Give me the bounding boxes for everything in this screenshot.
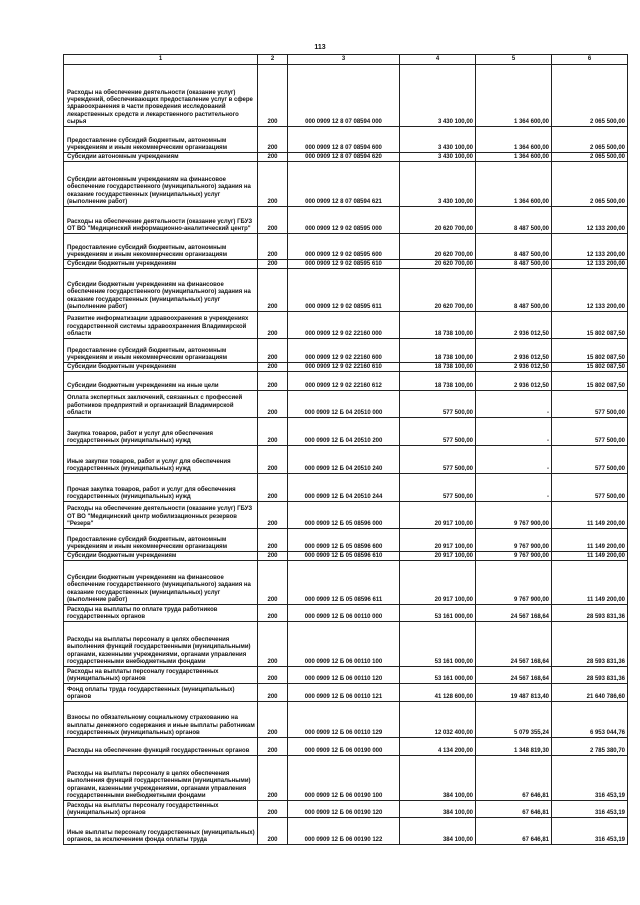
row-amount-approved-cell: 20 917 100,00 — [400, 561, 476, 605]
table-row — [64, 738, 628, 756]
row-name-cell: Субсидии автономным учреждениям — [64, 153, 258, 162]
row-name-cell: Расходы на обеспечение деятельности (оказание услуг) ГБУЗ ОТ ВО "Медицинский центр мобилизационных резервов "Резерв" — [64, 502, 258, 529]
row-name-cell: Иные закупки товаров, работ и услуг для обеспечения государственных (муниципальных) нужд — [64, 446, 258, 474]
row-amount-executed-cell: 1 364 600,00 — [476, 162, 552, 207]
row-amount-approved-cell: 18 738 100,00 — [400, 372, 476, 391]
table-row — [64, 702, 628, 738]
row-kbk-cell: 000 0909 12 Б 05 08596 610 — [288, 552, 400, 561]
table-row — [64, 552, 628, 561]
row-amount-approved-cell: 384 100,00 — [400, 801, 476, 818]
row-amount-executed-cell: 8 487 500,00 — [476, 234, 552, 260]
row-amount-approved-cell: 20 620 700,00 — [400, 234, 476, 260]
row-amount-remaining-cell: 11 149 200,00 — [552, 552, 628, 561]
row-amount-approved-cell: 577 500,00 — [400, 446, 476, 474]
row-amount-remaining-cell: 12 133 200,00 — [552, 260, 628, 269]
row-kbk-cell: 000 0909 12 Б 04 20510 240 — [288, 446, 400, 474]
table-row — [64, 234, 628, 260]
row-kbk-cell: 000 0909 12 8 07 08594 600 — [288, 127, 400, 153]
row-amount-remaining-cell: 12 133 200,00 — [552, 269, 628, 312]
row-amount-executed-cell: - — [476, 418, 552, 446]
row-code-cell: 200 — [258, 529, 288, 552]
table-row — [64, 561, 628, 605]
row-name-cell: Субсидии бюджетным учреждениям — [64, 552, 258, 561]
row-amount-executed-cell: 1 364 600,00 — [476, 127, 552, 153]
row-amount-remaining-cell: 577 500,00 — [552, 391, 628, 418]
row-code-cell: 200 — [258, 162, 288, 207]
row-amount-executed-cell: 8 487 500,00 — [476, 260, 552, 269]
table-row — [64, 372, 628, 391]
row-kbk-cell: 000 0909 12 Б 06 00110 121 — [288, 684, 400, 702]
row-amount-approved-cell: 3 430 100,00 — [400, 127, 476, 153]
row-name-cell: Субсидии бюджетным учреждениям — [64, 363, 258, 372]
row-code-cell: 200 — [258, 207, 288, 234]
row-amount-remaining-cell: 2 065 500,00 — [552, 162, 628, 207]
row-amount-executed-cell: 8 487 500,00 — [476, 207, 552, 234]
row-name-cell: Расходы на выплаты персоналу государственных (муниципальных) органов — [64, 667, 258, 684]
table-row — [64, 269, 628, 312]
row-name-cell: Закупка товаров, работ и услуг для обеспечения государственных (муниципальных) нужд — [64, 418, 258, 446]
row-name-cell: Расходы на обеспечение деятельности (оказание услуг) учреждений, обеспечивающих предоставление услуг в сфере здравоохранения в части проведения исследований лекарственных средств и лекарственного растительного сырья — [64, 65, 258, 127]
row-kbk-cell: 000 0909 12 8 07 08594 621 — [288, 162, 400, 207]
row-amount-executed-cell: - — [476, 474, 552, 502]
table-row — [64, 622, 628, 667]
row-code-cell: 200 — [258, 372, 288, 391]
row-amount-approved-cell: 577 500,00 — [400, 391, 476, 418]
table-row — [64, 684, 628, 702]
row-code-cell: 200 — [258, 269, 288, 312]
row-code-cell: 200 — [258, 446, 288, 474]
row-kbk-cell: 000 0909 12 9 02 22160 610 — [288, 363, 400, 372]
row-name-cell: Развитие информатизации здравоохранения в учреждениях государственной системы здравоохранения Владимирской области — [64, 312, 258, 339]
row-code-cell: 200 — [258, 363, 288, 372]
row-amount-approved-cell: 20 917 100,00 — [400, 552, 476, 561]
table-row — [64, 502, 628, 529]
row-kbk-cell: 000 0909 12 Б 06 00190 100 — [288, 756, 400, 801]
row-amount-remaining-cell: 28 593 831,36 — [552, 605, 628, 622]
row-name-cell: Субсидии бюджетным учреждениям на финансовое обеспечение государственного (муниципального) задания на оказание государственных (муниципальных) услуг (выполнение работ) — [64, 561, 258, 605]
row-name-cell: Расходы на обеспечение функций государственных органов — [64, 738, 258, 756]
row-name-cell: Субсидии бюджетным учреждениям на финансовое обеспечение государственного (муниципального) задания на оказание государственных (муниципальных) услуг (выполнение работ) — [64, 269, 258, 312]
row-amount-remaining-cell: 15 802 087,50 — [552, 339, 628, 363]
row-amount-approved-cell: 20 620 700,00 — [400, 260, 476, 269]
column-header: 2 — [258, 55, 288, 65]
row-amount-executed-cell: 9 767 900,00 — [476, 561, 552, 605]
row-code-cell: 200 — [258, 738, 288, 756]
row-amount-executed-cell: 8 487 500,00 — [476, 269, 552, 312]
row-code-cell: 200 — [258, 234, 288, 260]
row-amount-executed-cell: - — [476, 446, 552, 474]
row-code-cell: 200 — [258, 561, 288, 605]
row-code-cell: 200 — [258, 605, 288, 622]
row-name-cell: Расходы на выплаты персоналу государственных (муниципальных) органов — [64, 801, 258, 818]
row-amount-executed-cell: 67 646,81 — [476, 818, 552, 845]
row-amount-executed-cell: 24 567 168,64 — [476, 605, 552, 622]
row-code-cell: 200 — [258, 127, 288, 153]
row-amount-remaining-cell: 11 149 200,00 — [552, 529, 628, 552]
table-row — [64, 667, 628, 684]
row-kbk-cell: 000 0909 12 9 02 08595 610 — [288, 260, 400, 269]
row-amount-executed-cell: 2 936 012,50 — [476, 363, 552, 372]
table-row — [64, 153, 628, 162]
table-row — [64, 446, 628, 474]
row-code-cell: 200 — [258, 756, 288, 801]
row-name-cell: Фонд оплаты труда государственных (муниципальных) органов — [64, 684, 258, 702]
row-amount-remaining-cell: 11 149 200,00 — [552, 561, 628, 605]
row-name-cell: Расходы на выплаты по оплате труда работников государственных органов — [64, 605, 258, 622]
row-amount-remaining-cell: 28 593 831,36 — [552, 667, 628, 684]
row-amount-executed-cell: 19 487 813,40 — [476, 684, 552, 702]
table-row — [64, 65, 628, 127]
column-header: 5 — [476, 55, 552, 65]
row-amount-executed-cell: 1 348 819,30 — [476, 738, 552, 756]
row-amount-remaining-cell: 2 065 500,00 — [552, 65, 628, 127]
table-row — [64, 391, 628, 418]
row-amount-remaining-cell: 577 500,00 — [552, 418, 628, 446]
row-code-cell: 200 — [258, 702, 288, 738]
row-amount-approved-cell: 53 161 000,00 — [400, 605, 476, 622]
row-kbk-cell: 000 0909 12 8 07 08594 000 — [288, 65, 400, 127]
table-row — [64, 418, 628, 446]
row-code-cell: 200 — [258, 260, 288, 269]
row-amount-executed-cell: 67 646,81 — [476, 801, 552, 818]
table-row — [64, 363, 628, 372]
table-row — [64, 529, 628, 552]
row-amount-approved-cell: 53 161 000,00 — [400, 667, 476, 684]
row-code-cell: 200 — [258, 801, 288, 818]
row-amount-remaining-cell: 11 149 200,00 — [552, 502, 628, 529]
row-kbk-cell: 000 0909 12 9 02 08595 600 — [288, 234, 400, 260]
row-code-cell: 200 — [258, 622, 288, 667]
row-amount-executed-cell: 1 364 600,00 — [476, 153, 552, 162]
table-row — [64, 312, 628, 339]
row-amount-approved-cell: 20 917 100,00 — [400, 529, 476, 552]
row-name-cell: Прочая закупка товаров, работ и услуг для обеспечения государственных (муниципальных) нужд — [64, 474, 258, 502]
row-amount-executed-cell: 24 567 168,64 — [476, 622, 552, 667]
row-amount-approved-cell: 20 620 700,00 — [400, 207, 476, 234]
row-amount-approved-cell: 18 738 100,00 — [400, 339, 476, 363]
row-amount-approved-cell: 20 620 700,00 — [400, 269, 476, 312]
row-amount-executed-cell: 24 567 168,64 — [476, 667, 552, 684]
row-amount-approved-cell: 20 917 100,00 — [400, 502, 476, 529]
row-amount-remaining-cell: 316 453,19 — [552, 818, 628, 845]
row-amount-remaining-cell: 15 802 087,50 — [552, 372, 628, 391]
row-amount-approved-cell: 3 430 100,00 — [400, 65, 476, 127]
row-name-cell: Предоставление субсидий бюджетным, автономным учреждениям и иным некоммерческим организациям — [64, 234, 258, 260]
budget-table — [63, 54, 628, 845]
row-code-cell: 200 — [258, 418, 288, 446]
row-code-cell: 200 — [258, 312, 288, 339]
row-amount-executed-cell: 9 767 900,00 — [476, 529, 552, 552]
row-kbk-cell: 000 0909 12 9 02 22160 600 — [288, 339, 400, 363]
table-row — [64, 801, 628, 818]
row-amount-executed-cell: 2 936 012,50 — [476, 312, 552, 339]
row-amount-executed-cell: 5 079 355,24 — [476, 702, 552, 738]
row-code-cell: 200 — [258, 818, 288, 845]
row-amount-remaining-cell: 2 065 500,00 — [552, 153, 628, 162]
row-name-cell: Расходы на выплаты персоналу в целях обеспечения выполнения функций государственными (муниципальными) органами, казенными учреждениями, органами управления государственными внебюджетными фондами — [64, 756, 258, 801]
row-name-cell: Субсидии бюджетным учреждениям — [64, 260, 258, 269]
row-amount-remaining-cell: 6 953 044,76 — [552, 702, 628, 738]
row-amount-approved-cell: 577 500,00 — [400, 474, 476, 502]
row-amount-remaining-cell: 577 500,00 — [552, 446, 628, 474]
row-code-cell: 200 — [258, 684, 288, 702]
row-amount-remaining-cell: 2 785 380,70 — [552, 738, 628, 756]
row-amount-executed-cell: 9 767 900,00 — [476, 552, 552, 561]
row-name-cell: Субсидии бюджетным учреждениям на иные цели — [64, 372, 258, 391]
row-kbk-cell: 000 0909 12 9 02 22160 612 — [288, 372, 400, 391]
row-code-cell: 200 — [258, 667, 288, 684]
row-amount-remaining-cell: 28 593 831,36 — [552, 622, 628, 667]
row-kbk-cell: 000 0909 12 8 07 08594 620 — [288, 153, 400, 162]
row-amount-remaining-cell: 577 500,00 — [552, 474, 628, 502]
row-amount-remaining-cell: 15 802 087,50 — [552, 363, 628, 372]
row-name-cell: Расходы на обеспечение деятельности (оказание услуг) ГБУЗ ОТ ВО "Медицинский информационно-аналитический центр" — [64, 207, 258, 234]
row-name-cell: Субсидии автономным учреждениям на финансовое обеспечение государственного (муниципального) задания на оказание государственных (муниципальных) услуг (выполнение работ) — [64, 162, 258, 207]
row-code-cell: 200 — [258, 502, 288, 529]
row-amount-executed-cell: 1 364 600,00 — [476, 65, 552, 127]
row-name-cell: Иные выплаты персоналу государственных (муниципальных) органов, за исключением фонда оплаты труда — [64, 818, 258, 845]
row-kbk-cell: 000 0909 12 9 02 08595 000 — [288, 207, 400, 234]
row-amount-approved-cell: 384 100,00 — [400, 756, 476, 801]
row-kbk-cell: 000 0909 12 Б 06 00190 000 — [288, 738, 400, 756]
row-amount-remaining-cell: 12 133 200,00 — [552, 234, 628, 260]
table-row — [64, 818, 628, 845]
row-name-cell: Взносы по обязательному социальному страхованию на выплаты денежного содержания и иные выплаты работникам государственных (муниципальных) органов — [64, 702, 258, 738]
table-row — [64, 260, 628, 269]
row-amount-approved-cell: 12 032 400,00 — [400, 702, 476, 738]
row-amount-executed-cell: 67 646,81 — [476, 756, 552, 801]
row-amount-approved-cell: 18 738 100,00 — [400, 363, 476, 372]
row-amount-approved-cell: 41 128 600,00 — [400, 684, 476, 702]
row-amount-approved-cell: 53 161 000,00 — [400, 622, 476, 667]
row-kbk-cell: 000 0909 12 Б 06 00190 120 — [288, 801, 400, 818]
row-kbk-cell: 000 0909 12 Б 06 00110 000 — [288, 605, 400, 622]
row-code-cell: 200 — [258, 65, 288, 127]
table-row — [64, 162, 628, 207]
row-kbk-cell: 000 0909 12 Б 04 20510 244 — [288, 474, 400, 502]
row-name-cell: Предоставление субсидий бюджетным, автономным учреждениям и иным некоммерческим организациям — [64, 529, 258, 552]
row-amount-remaining-cell: 316 453,19 — [552, 756, 628, 801]
row-code-cell: 200 — [258, 552, 288, 561]
row-amount-approved-cell: 18 738 100,00 — [400, 312, 476, 339]
row-name-cell: Оплата экспертных заключений, связанных с профессией работников предприятий и организаций Владимирской области — [64, 391, 258, 418]
row-name-cell: Расходы на выплаты персоналу в целях обеспечения выполнения функций государственными (муниципальными) органами, казенными учреждениями, органами управления государственными внебюджетными фондами — [64, 622, 258, 667]
row-kbk-cell: 000 0909 12 Б 06 00110 129 — [288, 702, 400, 738]
row-amount-executed-cell: 9 767 900,00 — [476, 502, 552, 529]
row-amount-remaining-cell: 21 640 786,60 — [552, 684, 628, 702]
row-amount-approved-cell: 4 134 200,00 — [400, 738, 476, 756]
column-header: 4 — [400, 55, 476, 65]
row-kbk-cell: 000 0909 12 9 02 08595 611 — [288, 269, 400, 312]
table-row — [64, 474, 628, 502]
row-kbk-cell: 000 0909 12 Б 05 08596 600 — [288, 529, 400, 552]
row-name-cell: Предоставление субсидий бюджетным, автономным учреждениям и иным некоммерческим организациям — [64, 127, 258, 153]
row-kbk-cell: 000 0909 12 Б 05 08596 611 — [288, 561, 400, 605]
row-kbk-cell: 000 0909 12 Б 05 08596 000 — [288, 502, 400, 529]
table-row — [64, 756, 628, 801]
row-kbk-cell: 000 0909 12 Б 04 20510 200 — [288, 418, 400, 446]
row-code-cell: 200 — [258, 339, 288, 363]
row-amount-approved-cell: 3 430 100,00 — [400, 162, 476, 207]
row-kbk-cell: 000 0909 12 Б 06 00110 120 — [288, 667, 400, 684]
row-code-cell: 200 — [258, 391, 288, 418]
row-amount-remaining-cell: 12 133 200,00 — [552, 207, 628, 234]
row-amount-remaining-cell: 2 065 500,00 — [552, 127, 628, 153]
row-amount-executed-cell: 2 936 012,50 — [476, 339, 552, 363]
column-header: 3 — [288, 55, 400, 65]
table-row — [64, 127, 628, 153]
table-row — [64, 207, 628, 234]
row-amount-approved-cell: 577 500,00 — [400, 418, 476, 446]
row-kbk-cell: 000 0909 12 Б 06 00190 122 — [288, 818, 400, 845]
row-amount-approved-cell: 3 430 100,00 — [400, 153, 476, 162]
row-amount-approved-cell: 384 100,00 — [400, 818, 476, 845]
row-kbk-cell: 000 0909 12 9 02 22160 000 — [288, 312, 400, 339]
column-header: 1 — [64, 55, 258, 65]
row-kbk-cell: 000 0909 12 Б 04 20510 000 — [288, 391, 400, 418]
row-amount-executed-cell: 2 936 012,50 — [476, 372, 552, 391]
row-kbk-cell: 000 0909 12 Б 06 00110 100 — [288, 622, 400, 667]
table-row — [64, 339, 628, 363]
page-number: 113 — [314, 44, 326, 51]
row-name-cell: Предоставление субсидий бюджетным, автономным учреждениям и иным некоммерческим организациям — [64, 339, 258, 363]
row-amount-executed-cell: - — [476, 391, 552, 418]
row-amount-remaining-cell: 316 453,19 — [552, 801, 628, 818]
row-code-cell: 200 — [258, 153, 288, 162]
column-header-row — [64, 55, 628, 65]
row-amount-remaining-cell: 15 802 087,50 — [552, 312, 628, 339]
row-code-cell: 200 — [258, 474, 288, 502]
column-header: 6 — [552, 55, 628, 65]
table-row — [64, 605, 628, 622]
